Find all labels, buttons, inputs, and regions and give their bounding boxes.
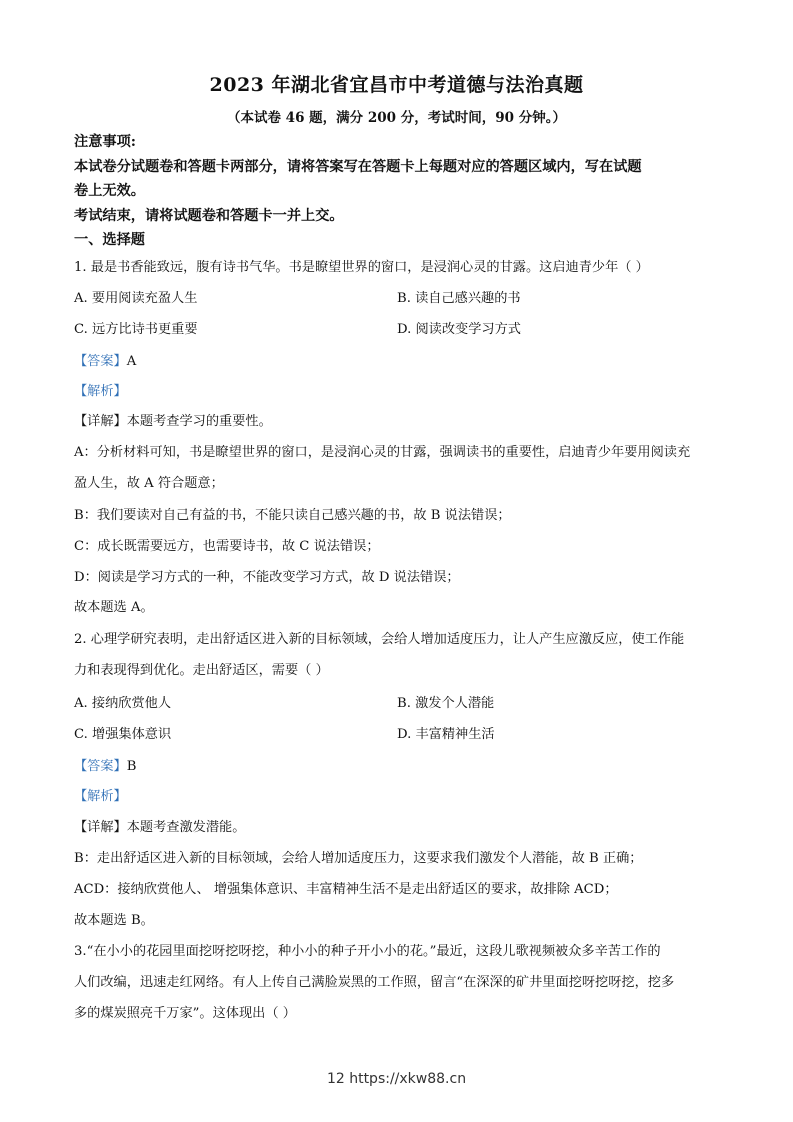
option-d: D. 丰富精神生活 [397, 727, 495, 742]
option-b: B. 读自己感兴趣的书 [397, 291, 521, 306]
answer-tag: 【答案】 [74, 759, 127, 774]
explanation-line: A：分析材料可知，书是瞭望世界的窗口，是浸润心灵的甘露，强调读书的重要性，启迪青少年要用阅读充 [74, 445, 691, 460]
option-d: D. 阅读改变学习方式 [397, 322, 521, 337]
explanation-line: C：成长既需要远方，也需要诗书，故 C 说法错误； [74, 539, 380, 554]
analysis-tag: 【解析】 [74, 789, 127, 804]
conclusion-line: 故本题选 A。 [74, 600, 154, 615]
question-stem: 2. 心理学研究表明，走出舒适区进入新的目标领域，会给人增加适度压力，让人产生应激反应，使工作能 [74, 632, 685, 647]
option-c: C. 远方比诗书更重要 [74, 322, 198, 337]
notice-line: 本试卷分试题卷和答题卡两部分，请将答案写在答题卡上每题对应的答题区域内，写在试题 [74, 159, 642, 175]
question-stem: 人们改编，迅速走红网络。有人上传自己满脸炭黑的工作照，留言“在深深的矿井里面挖呀挖呀挖，挖多 [74, 975, 675, 990]
answer-value: A [126, 354, 137, 369]
answer-tag: 【答案】 [74, 354, 127, 369]
explanation-line: B：我们要读对自己有益的书，不能只读自己感兴趣的书，故 B 说法错误； [74, 508, 511, 523]
answer-line [74, 757, 734, 777]
notice-line: 考试结束，请将试题卷和答题卡一并上交。 [74, 208, 344, 224]
detail-line: 【详解】本题考查激发潜能。 [74, 820, 246, 835]
option-b: B. 激发个人潜能 [397, 696, 495, 711]
explanation-line: D：阅读是学习方式的一种，不能改变学习方式，故 D 说法错误； [74, 570, 460, 585]
exam-subtitle: （本试卷 46 题，满分 200 分，考试时间，90 分钟。） [226, 110, 566, 126]
analysis-tag: 【解析】 [74, 384, 127, 399]
explanation-line: ACD：接纳欣赏他人、 增强集体意识、丰富精神生活不是走出舒适区的要求，故排除 ACD； [74, 882, 618, 897]
page-footer: 12 https://xkw88.cn [326, 1071, 467, 1087]
question-stem: 多的煤炭照亮千万家”。这体现出（ ） [74, 1006, 296, 1021]
question-stem: 3.“在小小的花园里面挖呀挖呀挖，种小小的种子开小小的花。”最近，这段儿歌视频被众多辛苦工作的 [74, 944, 661, 959]
explanation-line: B：走出舒适区进入新的目标领域，会给人增加适度压力，这要求我们激发个人潜能，故 B 正确； [74, 851, 643, 866]
question-stem: 力和表现得到优化。走出舒适区，需要（ ） [74, 663, 329, 678]
section-heading: 一、选择题 [74, 232, 145, 248]
option-c: C. 增强集体意识 [74, 727, 172, 742]
exam-title: 2023 年湖北省宜昌市中考道德与法治真题 [209, 74, 584, 96]
explanation-line: 盈人生，故 A 符合题意； [74, 476, 224, 491]
detail-line: 【详解】本题考查学习的重要性。 [74, 414, 272, 429]
conclusion-line: 故本题选 B。 [74, 913, 154, 928]
option-a: A. 接纳欣赏他人 [74, 696, 172, 711]
question-stem: 1. 最是书香能致远，腹有诗书气华。书是瞭望世界的窗口，是浸润心灵的甘露。这启迪青少年（ ） [74, 260, 649, 275]
option-a: A. 要用阅读充盈人生 [74, 291, 198, 306]
notice-heading: 注意事项: [74, 134, 136, 150]
notice-line: 卷上无效。 [74, 183, 145, 199]
answer-value: B [126, 759, 137, 774]
answer-line [74, 352, 734, 372]
